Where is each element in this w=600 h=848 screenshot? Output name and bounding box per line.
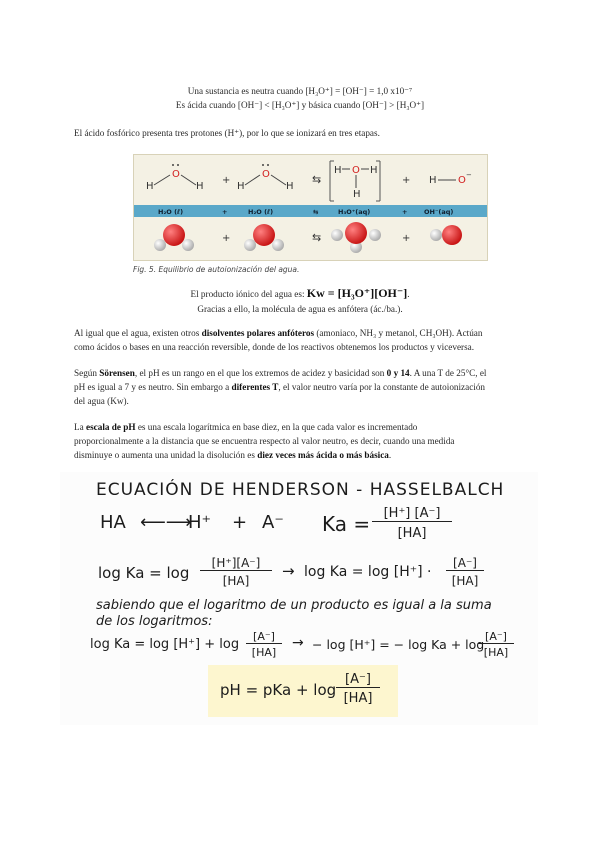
ka-denominator: [HA] <box>397 526 427 541</box>
neutral-line-1: Una sustancia es neutra cuando [H₃O⁺] = [OH⁻] = 1,0 x10⁻⁷ <box>187 86 413 96</box>
row3-numerator: [A⁻] <box>478 630 514 644</box>
water-structure-2 <box>237 164 294 192</box>
sorensen-paragraph: Según Sörensen, el pH es un rango en el que los extremos de acidez y basicidad son 0 y 14. A una T de 25°C, el pH es igual a 7 y es neutro. Sin embargo a diferentes T, el valor neutro varía por la constante de autoionización del agua (Kw). <box>74 368 487 407</box>
water-structure-1 <box>146 164 204 192</box>
svg-text:+: + <box>222 175 231 186</box>
reaction-plus: + <box>232 512 248 533</box>
amphoteric-paragraph: Al igual que el agua, existen otros disolventes polares anfóteros (amoniaco, NH₃ y metanol, CH₃OH). Actúan como ácidos o bases en una reacción reversible, donde de los reactivos obtenemos los productos y viceversa. <box>74 328 483 353</box>
log-ka-mid: log Ka = log [H⁺] · <box>304 564 432 580</box>
row2-arrow: → <box>282 562 295 580</box>
svg-text:H: H <box>370 165 378 176</box>
final-equation: pH = pKa + log <box>220 681 337 699</box>
neutral-line-2: Es ácida cuando [OH⁻] < [H₃O⁺] y básica cuando [OH⁻] > [H₃O⁺] <box>175 100 425 110</box>
svg-text:H: H <box>237 181 245 192</box>
label-oh: OH⁻(aq) <box>424 208 454 216</box>
svg-text:O: O <box>262 169 270 180</box>
label-h2o-1: H₂O (ℓ) <box>158 208 184 216</box>
svg-text:⇆: ⇆ <box>313 208 319 216</box>
reaction-left: HA <box>100 512 126 533</box>
row2-numerator: [A⁻] <box>446 556 484 571</box>
sum-numerator: [A⁻] <box>246 630 282 644</box>
label-h2o-2: H₂O (ℓ) <box>248 208 274 216</box>
svg-text:⇆: ⇆ <box>312 173 322 186</box>
svg-text:H: H <box>286 181 294 192</box>
hydroxide-structure <box>429 171 472 186</box>
svg-text:O: O <box>172 169 180 180</box>
reaction-h: H⁺ <box>188 512 212 533</box>
ka-label: Ka = <box>322 512 371 536</box>
reaction-arrow: ⟵⟶ <box>140 512 192 533</box>
notes-title: ECUACIÓN DE HENDERSON - HASSELBALCH <box>96 480 505 500</box>
svg-text:−: − <box>466 171 472 179</box>
figure-svg <box>134 155 487 260</box>
svg-text:O: O <box>352 165 360 176</box>
phosphoric-paragraph: El ácido fosfórico presenta tres protones (H⁺), por lo que se ionizará en tres etapas. <box>74 128 380 138</box>
row3-denominator: [HA] <box>483 646 509 659</box>
svg-text:H: H <box>353 189 361 200</box>
final-denominator: [HA] <box>343 691 373 706</box>
svg-text:+: + <box>222 208 228 216</box>
henderson-notes <box>60 472 538 725</box>
svg-text:+: + <box>402 208 408 216</box>
sum-left: log Ka = log [H⁺] + log <box>90 637 240 652</box>
water-model-2 <box>244 224 284 251</box>
svg-text:⇆: ⇆ <box>312 231 322 244</box>
svg-text:H: H <box>429 175 437 186</box>
hydronium-model <box>331 222 381 253</box>
log-ka-left: log Ka = log <box>98 564 190 582</box>
label-h3o: H₃O⁺(aq) <box>338 208 371 216</box>
ph-scale-paragraph: La escala de pH es una escala logarítmica en base diez, en la que cada valor es incrementado proporcionalmente a la distancia que se encuentra respecto al valor neutro, es decir, cuando una medida disminuye o aumenta una unidad la disolución es diez veces más ácida o más básica. <box>74 422 455 461</box>
notes-sentence-2: de los logaritmos: <box>96 614 213 629</box>
svg-text:H: H <box>146 181 154 192</box>
sum-denominator: [HA] <box>251 646 277 659</box>
neg-log-mid: − log [H⁺] = − log Ka + log <box>312 637 485 652</box>
log-ka-numerator: [H⁺][A⁻] <box>200 556 272 571</box>
water-model-1 <box>154 224 194 251</box>
hydronium-structure <box>330 161 380 201</box>
figure-caption: Fig. 5. Equilibrio de autoionización del agua. <box>133 265 300 274</box>
final-equation-highlight <box>208 665 398 717</box>
autoionization-figure <box>133 154 488 261</box>
svg-text:H: H <box>196 181 204 192</box>
svg-text:+: + <box>222 233 231 244</box>
ka-numerator: [H⁺] [A⁻] <box>372 506 452 522</box>
log-ka-denominator: [HA] <box>222 574 250 588</box>
reaction-a: A⁻ <box>262 512 284 533</box>
notes-sentence-1: sabiendo que el logaritmo de un producto es igual a la suma <box>96 598 492 613</box>
hydroxide-model <box>430 225 462 245</box>
kw-line-2: Gracias a ello, la molécula de agua es anfótera (ác./ba.). <box>197 304 403 314</box>
kw-line-1: El producto iónico del agua es: Kw = [H₃O⁺][OH⁻]. <box>190 286 410 300</box>
svg-text:+: + <box>402 175 411 186</box>
svg-text:O: O <box>458 175 466 186</box>
row2-denominator: [HA] <box>451 574 479 588</box>
row3-arrow: → <box>292 635 304 651</box>
svg-text:+: + <box>402 233 411 244</box>
final-numerator: [A⁻] <box>336 672 380 688</box>
svg-text:H: H <box>334 165 342 176</box>
